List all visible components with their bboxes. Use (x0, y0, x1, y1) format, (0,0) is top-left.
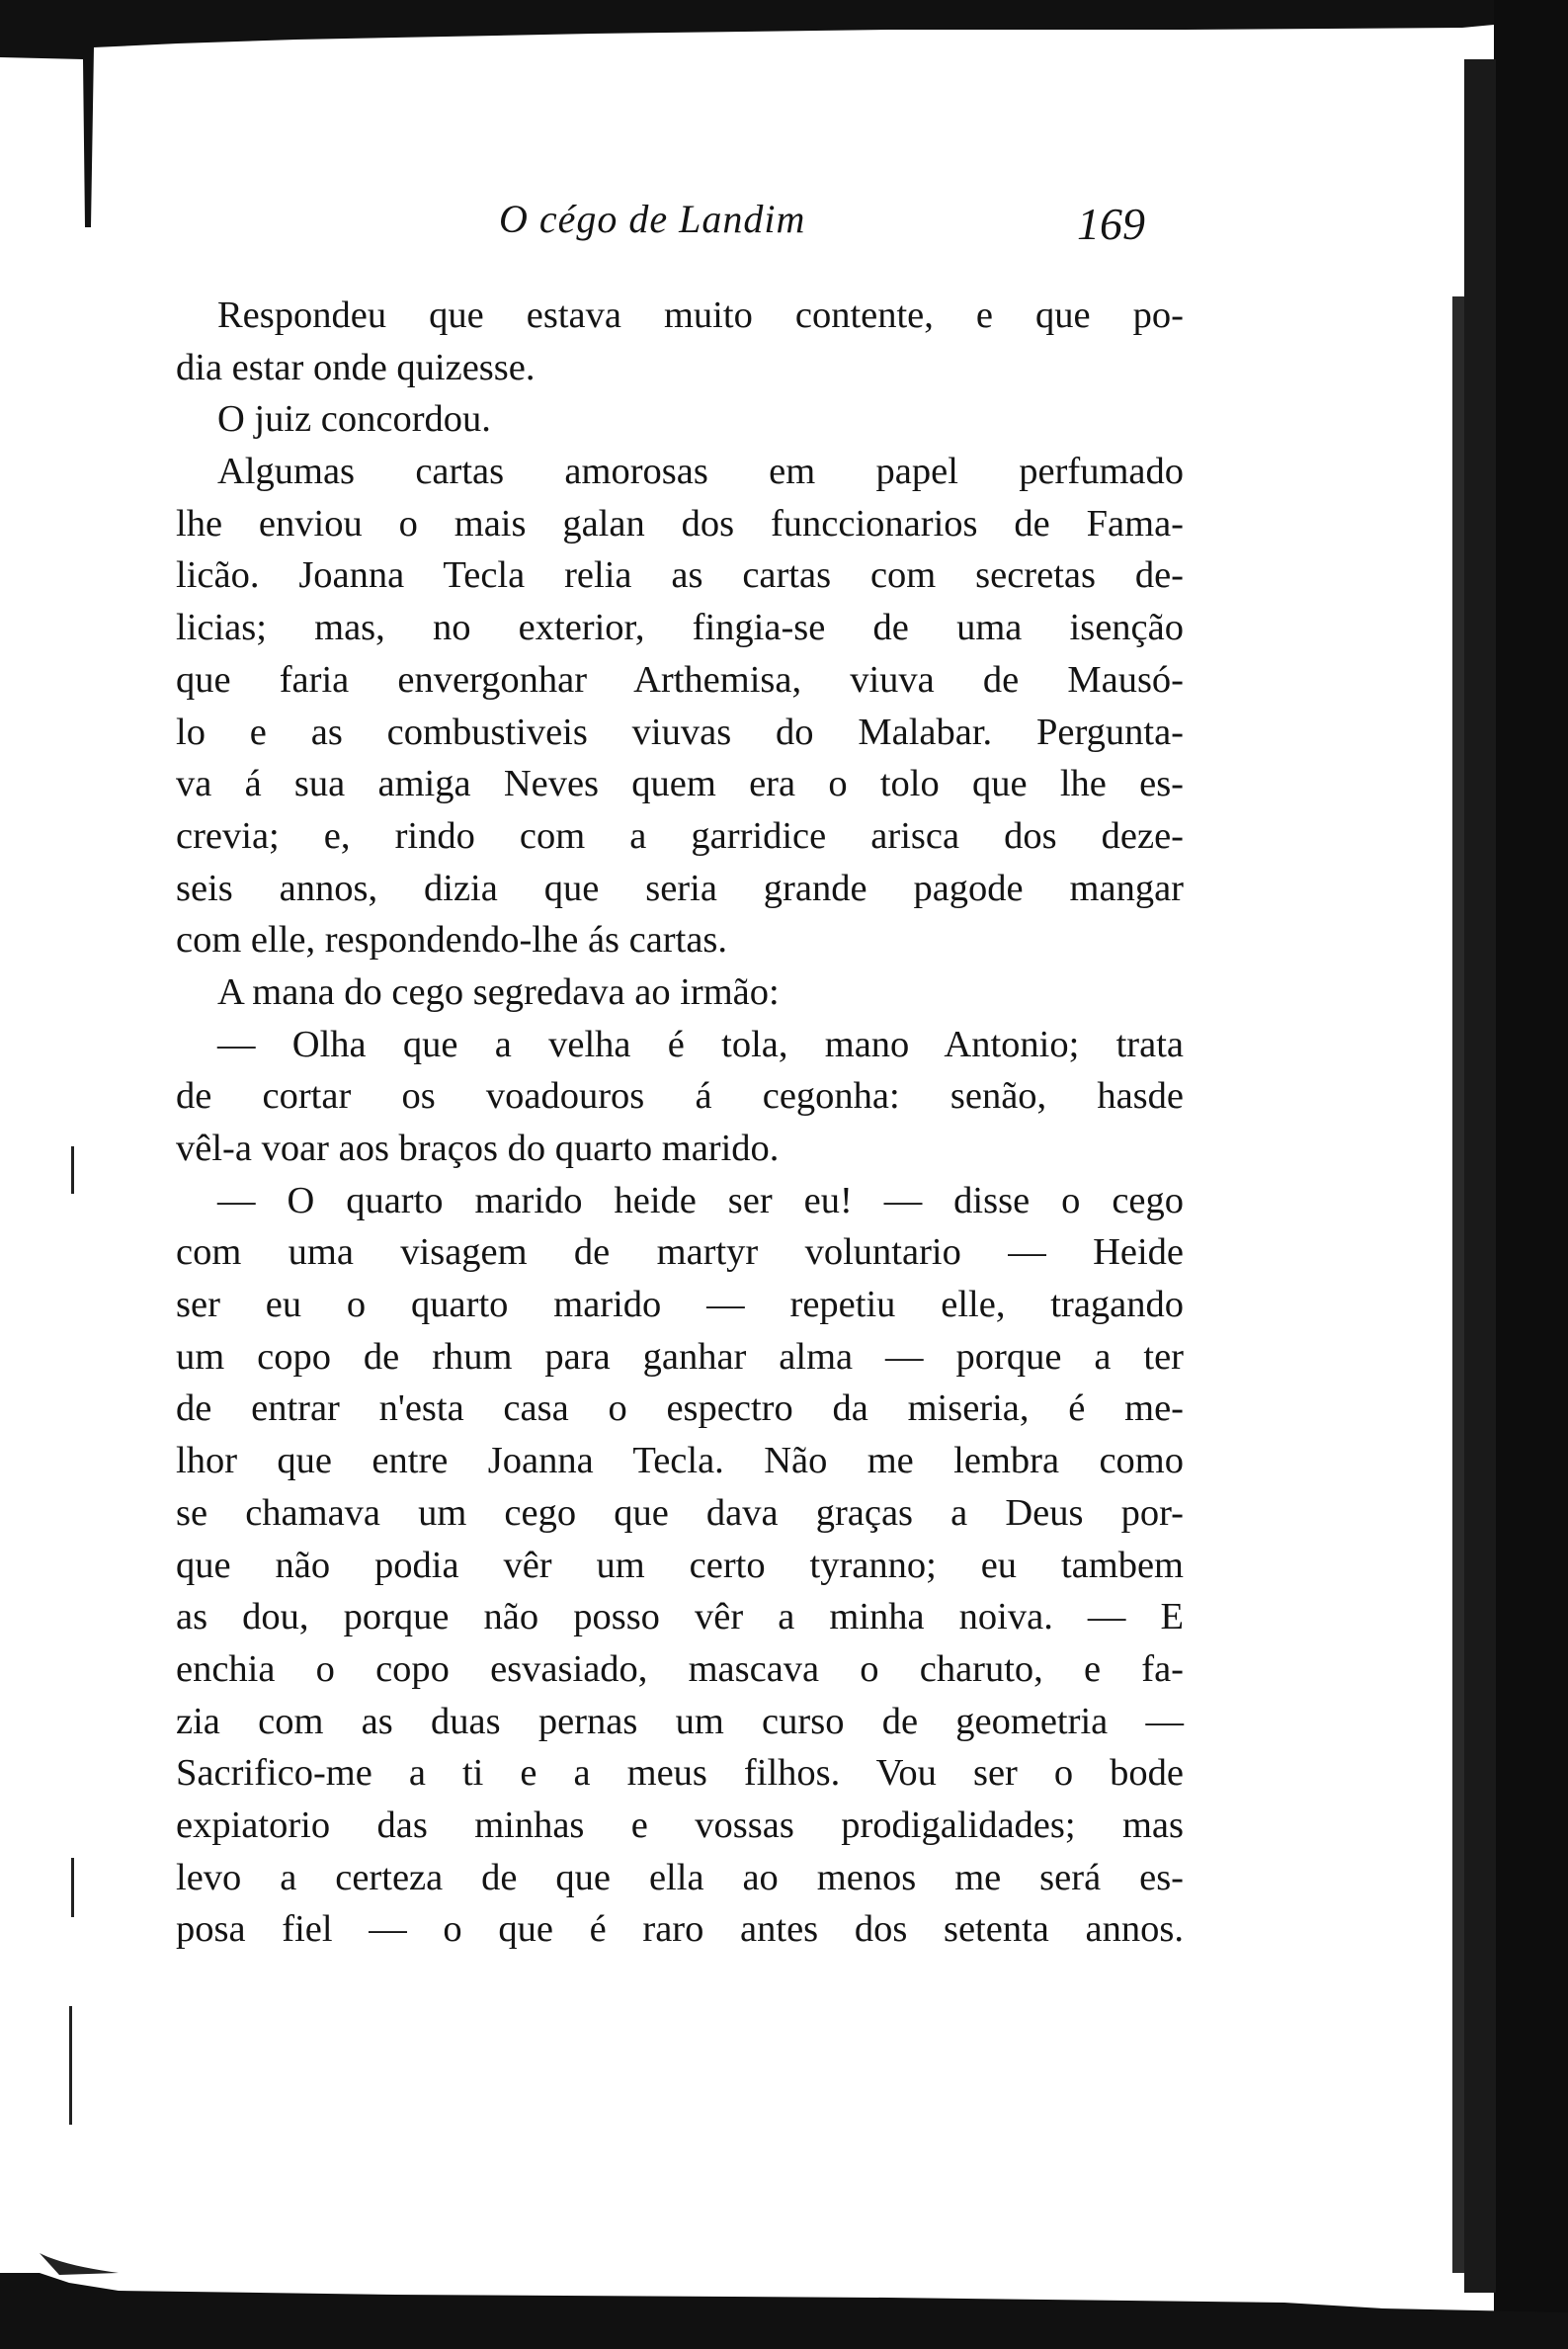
text-line: posa fiel — o que é raro antes dos setenta annos. (176, 1908, 1184, 1951)
text-line: Sacrifico-me a ti e a meus filhos. Vou ser o bode (176, 1752, 1184, 1795)
text-line: A mana do cego segredava ao irmão: (217, 970, 780, 1013)
text-line: — O quarto marido heide ser eu! — disse o cego (217, 1179, 1184, 1221)
paragraph (176, 446, 1184, 966)
text-line: crevia; e, rindo com a garridice arisca dos deze- (176, 814, 1184, 857)
text-line: expiatorio das minhas e vossas prodigalidades; mas (176, 1804, 1184, 1846)
text-line: de entrar n'esta casa o espectro da miseria, é me- (176, 1387, 1184, 1430)
paragraph (176, 1175, 1184, 1956)
text-line: licias; mas, no exterior, fingia-se de uma isenção (176, 607, 1184, 649)
text-line: lhor que entre Joanna Tecla. Não me lembra como (176, 1440, 1184, 1482)
text-line: as dou, porque não posso vêr a minha noiva. — E (176, 1596, 1184, 1638)
text-line: se chamava um cego que dava graças a Deus por- (176, 1491, 1184, 1534)
paragraph (176, 290, 1184, 393)
text-line: enchia o copo esvasiado, mascava o charuto, e fa- (176, 1647, 1184, 1690)
text-line: Algumas cartas amorosas em papel perfumado (217, 451, 1184, 493)
text-line: seis annos, dizia que seria grande pagode mangar (176, 867, 1184, 909)
text-line: va á sua amiga Neves quem era o tolo que lhe es- (176, 763, 1184, 805)
paragraph (176, 966, 1184, 1019)
running-header (0, 196, 1568, 255)
text-line: vêl-a voar aos braços do quarto marido. (176, 1128, 780, 1169)
text-line: que não podia vêr um certo tyranno; eu tambem (176, 1544, 1184, 1586)
text-line: dia estar onde quizesse. (176, 346, 536, 388)
running-title: O cégo de Landim (499, 197, 806, 241)
text-line: ser eu o quarto marido — repetiu elle, tragando (176, 1284, 1184, 1326)
text-line: com uma visagem de martyr voluntario — Heide (176, 1231, 1184, 1274)
text-line: com elle, respondendo-lhe ás cartas. (176, 919, 728, 962)
paragraph (176, 1019, 1184, 1175)
text-line: Respondeu que estava muito contente, e que po- (217, 294, 1184, 336)
text-line: de cortar os voadouros á cegonha: senão, hasde (176, 1075, 1184, 1118)
text-line: que faria envergonhar Arthemisa, viuva de Mausó- (176, 658, 1184, 701)
text-line: licão. Joanna Tecla relia as cartas com secretas de- (176, 554, 1184, 597)
text-line: — Olha que a velha é tola, mano Antonio; trata (217, 1023, 1184, 1065)
page-number: 169 (1077, 199, 1145, 249)
text-line: levo a certeza de que ella ao menos me será es- (176, 1856, 1184, 1898)
text-line: um copo de rhum para ganhar alma — porque a ter (176, 1335, 1184, 1378)
text-line: zia com as duas pernas um curso de geometria — (176, 1700, 1184, 1742)
text-line: lo e as combustiveis viuvas do Malabar. Pergunta- (176, 711, 1184, 753)
body-text (176, 290, 1184, 1956)
text-line: O juiz concordou. (217, 398, 491, 441)
paragraph (176, 393, 1184, 446)
text-line: lhe enviou o mais galan dos funccionarios de Fama- (176, 502, 1184, 545)
